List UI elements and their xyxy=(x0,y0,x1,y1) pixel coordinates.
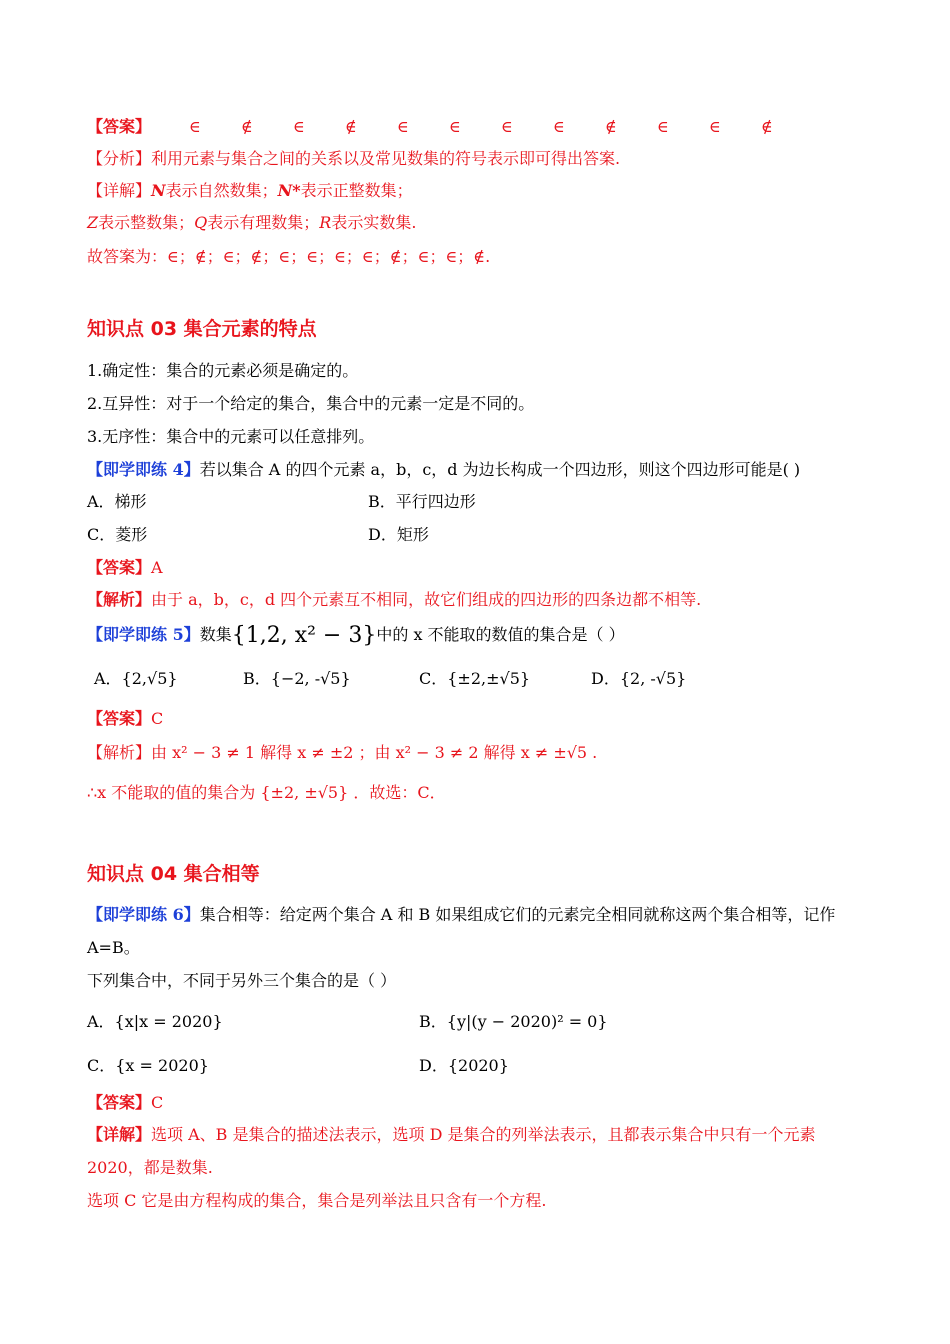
detail-r-text: 表示实数集. xyxy=(331,213,417,232)
answer-symbol: ∈ xyxy=(449,117,461,136)
answer-symbol: ∈ xyxy=(189,117,201,136)
ex4-answer-row xyxy=(87,557,163,579)
ex5-answer: C xyxy=(151,709,164,728)
point-1: 1.确定性：集合的元素必须是确定的。 xyxy=(87,361,359,380)
point-2: 2.互异性：对于一个给定的集合，集合中的元素一定是不同的。 xyxy=(87,394,535,413)
answer-label: 【答案】 xyxy=(87,117,152,136)
answer-symbol: ∈ xyxy=(293,117,305,136)
detail-q-text: 表示有理数集； xyxy=(207,213,320,232)
answer-symbol: ∈ xyxy=(501,117,513,136)
ex4-option-b: B．平行四边形 xyxy=(368,492,476,511)
detail-nstar-text: 表示正整数集； xyxy=(300,181,413,200)
ex6-option-c: C．{x = 2020} xyxy=(87,1056,209,1075)
ex6-answer: C xyxy=(151,1093,164,1112)
ex4-solution: 由于 a，b，c，d 四个元素互不相同，故它们组成的四边形的四条边都不相等. xyxy=(151,590,702,609)
answer-symbol: ∉ xyxy=(761,117,773,136)
section-03-title: 知识点 03 集合元素的特点 xyxy=(87,318,317,340)
answer-symbol: ∈ xyxy=(709,117,721,136)
ex6-intro-2: A=B。 xyxy=(87,938,140,957)
section-04-title: 知识点 04 集合相等 xyxy=(87,863,260,885)
ex4-question: 若以集合 A 的四个元素 a，b，c，d 为边长构成一个四边形，则这个四边形可能是( ) xyxy=(199,460,801,479)
ex5-solution-row-2: ∴x 不能取的值的集合为 {±2, ±√5} ．故选：C． xyxy=(87,783,446,802)
answer-symbol: ∈ xyxy=(657,117,669,136)
ex4-answer: A xyxy=(151,558,163,577)
ex4-option-c: C．菱形 xyxy=(87,525,148,544)
ex5-answer-row xyxy=(87,708,163,730)
detail-q: Q xyxy=(194,213,208,232)
ex6-answer-label: 【答案】 xyxy=(87,1093,152,1112)
ex4-answer-label: 【答案】 xyxy=(87,558,152,577)
detail-n: N xyxy=(151,181,166,200)
ex6-detail-row-1 xyxy=(87,1124,816,1146)
ex4-option-d: D．矩形 xyxy=(368,525,429,544)
ex4-tag: 【即学即练 4】 xyxy=(87,460,200,479)
ex5-q-post: 中的 x 不能取的数值的集合是（ ） xyxy=(376,625,625,644)
detail-z: Z xyxy=(87,213,99,232)
analysis-text: 利用元素与集合之间的关系以及常见数集的符号表示即可得出答案. xyxy=(151,149,621,168)
ex5-option-c: C．{±2,±√5} xyxy=(419,669,531,688)
ex5-tag: 【即学即练 5】 xyxy=(87,625,200,644)
ex5-option-b: B．{−2, -√5} xyxy=(243,669,351,688)
ex5-q-pre: 数集 xyxy=(199,625,232,644)
ex5-question-row xyxy=(87,624,625,647)
answer-symbols xyxy=(189,117,813,136)
ex5-option-a: A．{2,√5} xyxy=(94,669,178,688)
ex5-q-set: {1,2, x² − 3} xyxy=(231,623,377,648)
ex4-solution-row xyxy=(87,589,701,611)
ex5-solution-1: 由 x² − 3 ≠ 1 解得 x ≠ ±2 ；由 x² − 3 ≠ 2 解得 x ≠ ±√5 . xyxy=(151,743,598,762)
ex6-intro-row-1 xyxy=(87,904,835,926)
point-3: 3.无序性：集合中的元素可以任意排列。 xyxy=(87,427,375,446)
ex5-answer-label: 【答案】 xyxy=(87,709,152,728)
detail-z-text: 表示整数集； xyxy=(98,213,195,232)
ex6-option-d: D．{2020} xyxy=(419,1056,509,1075)
ex5-solution-label: 【解析】 xyxy=(87,743,152,762)
detail-row-1 xyxy=(87,180,413,202)
answer-symbol: ∉ xyxy=(345,117,357,136)
ex4-solution-label: 【解析】 xyxy=(87,590,152,609)
analysis-label: 【分析】 xyxy=(87,149,152,168)
ex5-solution-row-1 xyxy=(87,742,597,764)
detail-label: 【详解】 xyxy=(87,181,152,200)
ex6-detail-2: 2020，都是数集. xyxy=(87,1158,213,1177)
ex6-option-a: A．{x|x = 2020} xyxy=(87,1012,223,1031)
ex4-question-row xyxy=(87,459,800,481)
detail-row-2 xyxy=(87,212,416,234)
ex6-question: 下列集合中，不同于另外三个集合的是（ ） xyxy=(87,971,397,990)
ex6-intro-1: 集合相等：给定两个集合 A 和 B 如果组成它们的元素完全相同就称这两个集合相等，记作 xyxy=(199,905,836,924)
answer-symbol: ∈ xyxy=(397,117,409,136)
detail-row-3: 故答案为：∈；∉；∈；∉；∈；∈；∈；∈；∉；∈；∈；∉. xyxy=(87,247,491,266)
ex6-detail-1: 选项 A、B 是集合的描述法表示，选项 D 是集合的列举法表示，且都表示集合中只有一个元素 xyxy=(151,1125,816,1144)
ex6-tag: 【即学即练 6】 xyxy=(87,905,200,924)
detail-r: R xyxy=(319,213,332,232)
answer-symbol: ∈ xyxy=(553,117,565,136)
ex6-answer-row xyxy=(87,1092,163,1114)
ex4-option-a: A．梯形 xyxy=(87,492,147,511)
detail-n-text: 表示自然数集； xyxy=(165,181,278,200)
detail-nstar: N* xyxy=(277,181,301,200)
answer-symbol: ∉ xyxy=(241,117,253,136)
answer-symbol: ∉ xyxy=(605,117,617,136)
analysis-row xyxy=(87,148,620,170)
answer-row xyxy=(87,116,813,138)
ex5-option-d: D．{2, -√5} xyxy=(591,669,687,688)
ex6-detail-3: 选项 C 它是由方程构成的集合，集合是列举法且只含有一个方程. xyxy=(87,1191,547,1210)
ex6-option-b: B．{y|(y − 2020)² = 0} xyxy=(419,1012,608,1031)
ex6-detail-label: 【详解】 xyxy=(87,1125,152,1144)
